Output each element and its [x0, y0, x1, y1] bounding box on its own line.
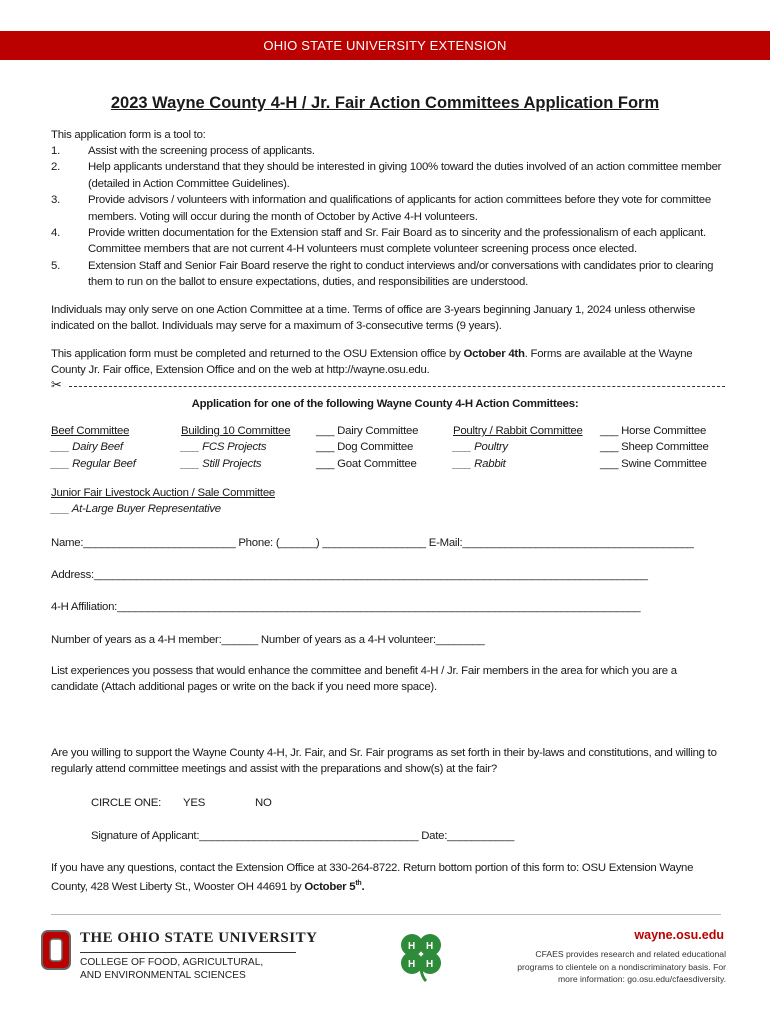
committee-building: Building 10 Committee ___ FCS Projects ___ Still Projects — [181, 423, 290, 472]
committee-auction: Junior Fair Livestock Auction / Sale Committee ___ At-Large Buyer Representative — [51, 485, 275, 518]
cut-line — [51, 378, 725, 394]
experience-prompt: List experiences you possess that would enhance the committee and benefit 4-H / Jr. Fair members in the area for which you are a candidate (Attach additional pages or write on the back if you need more space). — [51, 665, 677, 694]
committee-beef: Beef Committee ___ Dairy Beef ___ Regular Beef — [51, 423, 136, 472]
committee-option[interactable]: ___ Poultry — [453, 441, 508, 454]
college-name: COLLEGE OF FOOD, AGRICULTURAL, AND ENVIRONMENTAL SCIENCES — [80, 957, 264, 981]
committee-option[interactable]: ___ Still Projects — [181, 457, 262, 470]
years-fields[interactable]: Number of years as a 4-H member:______ Number of years as a 4-H volunteer:________ — [51, 634, 485, 646]
svg-text:H: H — [408, 941, 416, 952]
no-option[interactable]: NO — [255, 797, 272, 809]
list-item: 4. Provide written documentation for the Extension staff and Sr. Fair Board as to sincerity and the professionalism of each applicant. Committee members that are not current 4-H volunteers must complete volunteer screening process once elected. — [51, 227, 706, 256]
committee-horse-sheep-swine — [600, 423, 709, 472]
list-item: 2. Help applicants understand that they should be interested in giving 100% toward the duties involved of an action committee member (detailed in Action Committee Guidelines). — [51, 161, 722, 190]
committee-option[interactable]: ___ At-Large Buyer Representative — [51, 503, 221, 516]
university-name: THE OHIO STATE UNIVERSITY — [80, 930, 318, 946]
svg-text:H: H — [408, 959, 416, 970]
name-phone-email-field[interactable]: Name:_________________________ Phone: (______) _________________ E-Mail:______________________________________ — [51, 537, 694, 549]
committee-option[interactable]: ___ Regular Beef — [51, 457, 136, 470]
list-item: 1. Assist with the screening process of applicants. — [51, 145, 315, 157]
address-field[interactable]: Address:___________________________________________________________________________________________ — [51, 569, 648, 581]
footer-divider — [51, 914, 721, 915]
terms-note: Individuals may only serve on one Action Committee at a time. Terms of office are 3-years beginning January 1, 2024 unless otherwise indicated on the ballot. Individuals may serve for a maximum of 3-consecutive terms (9 years). — [51, 304, 696, 333]
committee-option[interactable]: ___ Goat Committee — [316, 457, 417, 470]
circle-one-label: CIRCLE ONE: — [91, 797, 162, 809]
committee-option[interactable]: ___ FCS Projects — [181, 441, 267, 454]
committee-dairy-dog-goat — [316, 423, 418, 472]
nondiscrimination-statement: CFAES provides research and related educational programs to clientele on a nondiscriminatory basis. For more information: go.osu.edu/cfaesdiversity. — [517, 949, 726, 984]
committee-option[interactable]: ___ Swine Committee — [600, 457, 707, 470]
committee-option[interactable]: ___ Dog Committee — [316, 441, 414, 454]
committee-option[interactable]: ___ Dairy Committee — [316, 425, 419, 437]
return-deadline-2: October 5th. — [304, 880, 365, 894]
intro-text: This application form is a tool to: — [51, 129, 206, 141]
list-item: 5. Extension Staff and Senior Fair Board reserve the right to conduct interviews and/or conversations with candidates prior to clearing them to run on the ballot to ensure expectations, duties, and responsibilities are understood. — [51, 259, 714, 289]
return-note: This application form must be completed and returned to the OSU Extension office by October 4th. Forms are available at the Wayne County Jr. Fair office, Extension Office and on the web at http://wayne.osu.edu. — [51, 348, 693, 377]
website-link[interactable]: wayne.osu.edu — [634, 928, 724, 942]
contact-note: If you have any questions, contact the Extension Office at 330-264-8722. Return bottom portion of this form to: OSU Extension Wayne County, 428 West Liberty St., Wooster OH 44691 by October 5th. — [51, 862, 694, 894]
extension-banner: OHIO STATE UNIVERSITY EXTENSION — [0, 31, 770, 60]
committee-option[interactable]: ___ Horse Committee — [600, 425, 707, 437]
support-question: Are you willing to support the Wayne County 4-H, Jr. Fair, and Sr. Fair programs as set forth in their by-laws and constitutions, and willing to regularly attend committee meetings and assist with the preparations and show(s) at the fair? — [51, 747, 717, 776]
svg-text:H: H — [426, 941, 434, 952]
university-rule — [80, 952, 296, 953]
svg-text:H: H — [426, 959, 434, 970]
committee-option[interactable]: ___ Dairy Beef — [51, 441, 123, 454]
committee-option[interactable]: ___ Sheep Committee — [600, 441, 709, 454]
osu-block-o-logo — [40, 929, 72, 976]
application-heading: Application for one of the following Wayne County 4-H Action Committees: — [191, 398, 579, 410]
committee-option[interactable]: ___ Rabbit — [453, 457, 506, 470]
dashed-divider — [69, 386, 725, 387]
signature-date-field[interactable]: Signature of Applicant:____________________________________ Date:___________ — [91, 830, 515, 842]
page-title: 2023 Wayne County 4-H / Jr. Fair Action Committees Application Form — [110, 94, 660, 112]
4h-clover-logo — [396, 931, 446, 988]
purpose-list — [51, 143, 726, 291]
list-item: 3. Provide advisors / volunteers with information and qualifications of applicants for action committees before they vote for committee members. Voting will occur during the month of October by Active 4-H volunteers. — [51, 194, 711, 223]
committee-poultry: Poultry / Rabbit Committee ___ Poultry ___ Rabbit — [453, 423, 583, 472]
yes-option[interactable]: YES — [183, 797, 206, 809]
scissors-icon: ✂ — [51, 377, 62, 392]
return-deadline: October 4th — [463, 348, 525, 360]
affiliation-field[interactable]: 4-H Affiliation:______________________________________________________________________________________ — [51, 601, 641, 613]
